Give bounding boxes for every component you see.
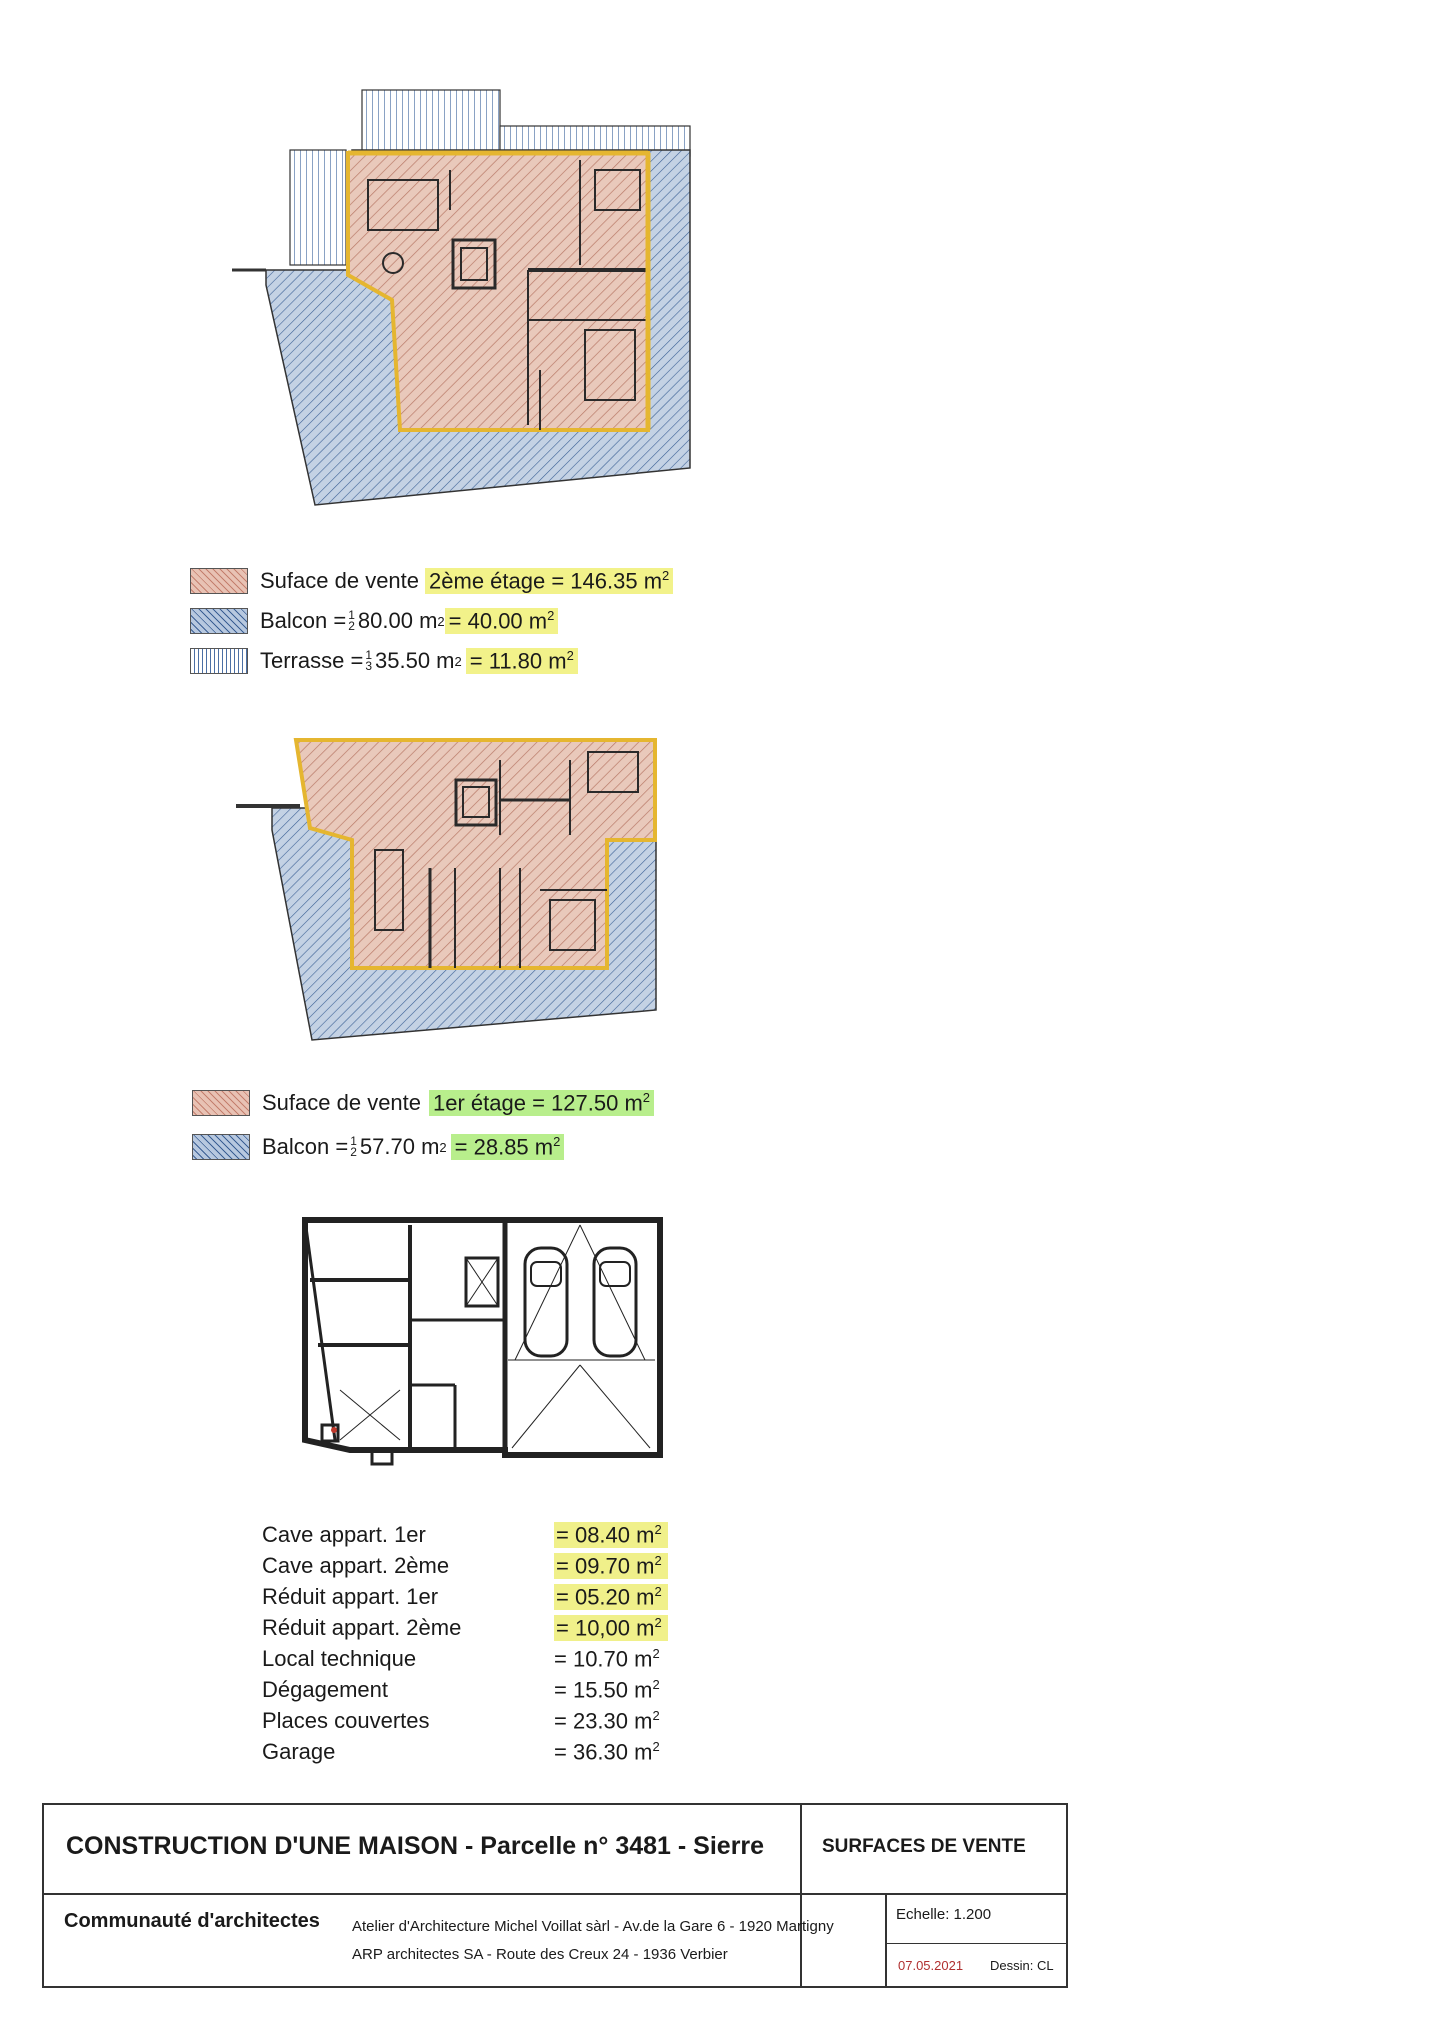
legend-row-balcon-2: Balcon = 1 2 80.00 m 2 = 40.00 $m^2$: [190, 608, 558, 634]
sheet-title: SURFACES DE VENTE: [822, 1836, 1026, 1857]
legend-row-vente-2: [190, 568, 673, 594]
legend-mid: 57.70 m: [359, 1134, 440, 1160]
title-divider-h2: [885, 1943, 1068, 1944]
swatch-vente-icon: [190, 568, 248, 594]
basement-row-label: Places couvertes: [262, 1708, 430, 1733]
swatch-balcon-icon: [190, 608, 248, 634]
date-label: 07.05.2021: [898, 1958, 964, 1973]
legend-value-highlight: 2ème étage = 146.35 $m^2$: [425, 568, 673, 594]
basement-row-label: Local technique: [262, 1646, 417, 1671]
swatch-vente-icon: [192, 1090, 250, 1116]
scale-label: Echelle: 1.200: [896, 1906, 992, 1923]
basement-row-value: = 23.30 $m^2$: [554, 1708, 660, 1734]
fraction: 1 3: [365, 648, 373, 674]
title-divider-h: [42, 1893, 1068, 1895]
legend-value-highlight: 1er étage = 127.50 $m^2$: [429, 1090, 654, 1116]
basement-row-value: = 08.40 $m^2$: [554, 1522, 668, 1548]
legend-mid: 80.00 m: [357, 608, 438, 634]
basement-outline: [305, 1220, 660, 1455]
basement-row-label: Cave appart. 2ème: [262, 1553, 450, 1578]
basement-row-label: Réduit appart. 1er: [262, 1584, 439, 1609]
firm-1: Atelier d'Architecture Michel Voillat sàrl - Av.de la Gare 6 - 1920 Martigny: [352, 1918, 834, 1935]
basement-row-value: = 10.70 $m^2$: [554, 1646, 660, 1672]
legend-value-highlight: = 28.85 $m^2$: [451, 1134, 565, 1160]
legend-row-vente-1: [192, 1090, 654, 1116]
basement-row-value: = 09.70 $m^2$: [554, 1553, 668, 1579]
legend-row-balcon-1: Balcon = 1 2 57.70 m 2 = 28.85 $m^2$: [192, 1134, 564, 1160]
swatch-terrasse-icon: [190, 648, 248, 674]
legend-label: Suface de vente: [260, 568, 420, 594]
legend-value-highlight: = 11.80 $m^2$: [466, 648, 578, 674]
legend-row-terrasse-2: Terrasse = 1 3 35.50 m 2 = 11.80 $m^2$: [190, 648, 578, 674]
fraction: 1 2: [348, 608, 355, 634]
legend-label: Balcon =: [260, 608, 347, 634]
community-label: Communauté d'architectes: [64, 1910, 320, 1932]
basement-row-label: Dégagement: [262, 1677, 388, 1702]
swatch-balcon-icon: [192, 1134, 250, 1160]
project-title: CONSTRUCTION D'UNE MAISON - Parcelle n° 3481 - Sierre: [66, 1832, 765, 1860]
basement-row-label: Garage: [262, 1739, 336, 1764]
legend-label: Suface de vente: [262, 1090, 422, 1116]
title-divider-v2: [885, 1893, 887, 1988]
basement-row-label: Réduit appart. 2ème: [262, 1615, 462, 1640]
legend-label: Terrasse =: [260, 648, 364, 674]
firm-2: ARP architectes SA - Route des Creux 24 - 1936 Verbier: [352, 1946, 728, 1963]
legend-value-highlight: = 40.00 $m^2$: [445, 608, 559, 634]
title-divider-v: [800, 1803, 802, 1988]
legend-mid: 35.50 m: [375, 648, 455, 674]
drawn-by-label: Dessin: CL: [990, 1958, 1054, 1973]
fraction: 1 2: [350, 1134, 357, 1160]
basement-row-value: = 15.50 $m^2$: [554, 1677, 660, 1703]
basement-row-label: Cave appart. 1er: [262, 1522, 426, 1547]
basement-row-value: = 05.20 $m^2$: [554, 1584, 668, 1610]
basement-row-value: = 36.30 $m^2$: [554, 1739, 660, 1765]
legend-label: Balcon =: [262, 1134, 349, 1160]
basement-row-value: = 10,00 $m^2$: [554, 1615, 668, 1641]
